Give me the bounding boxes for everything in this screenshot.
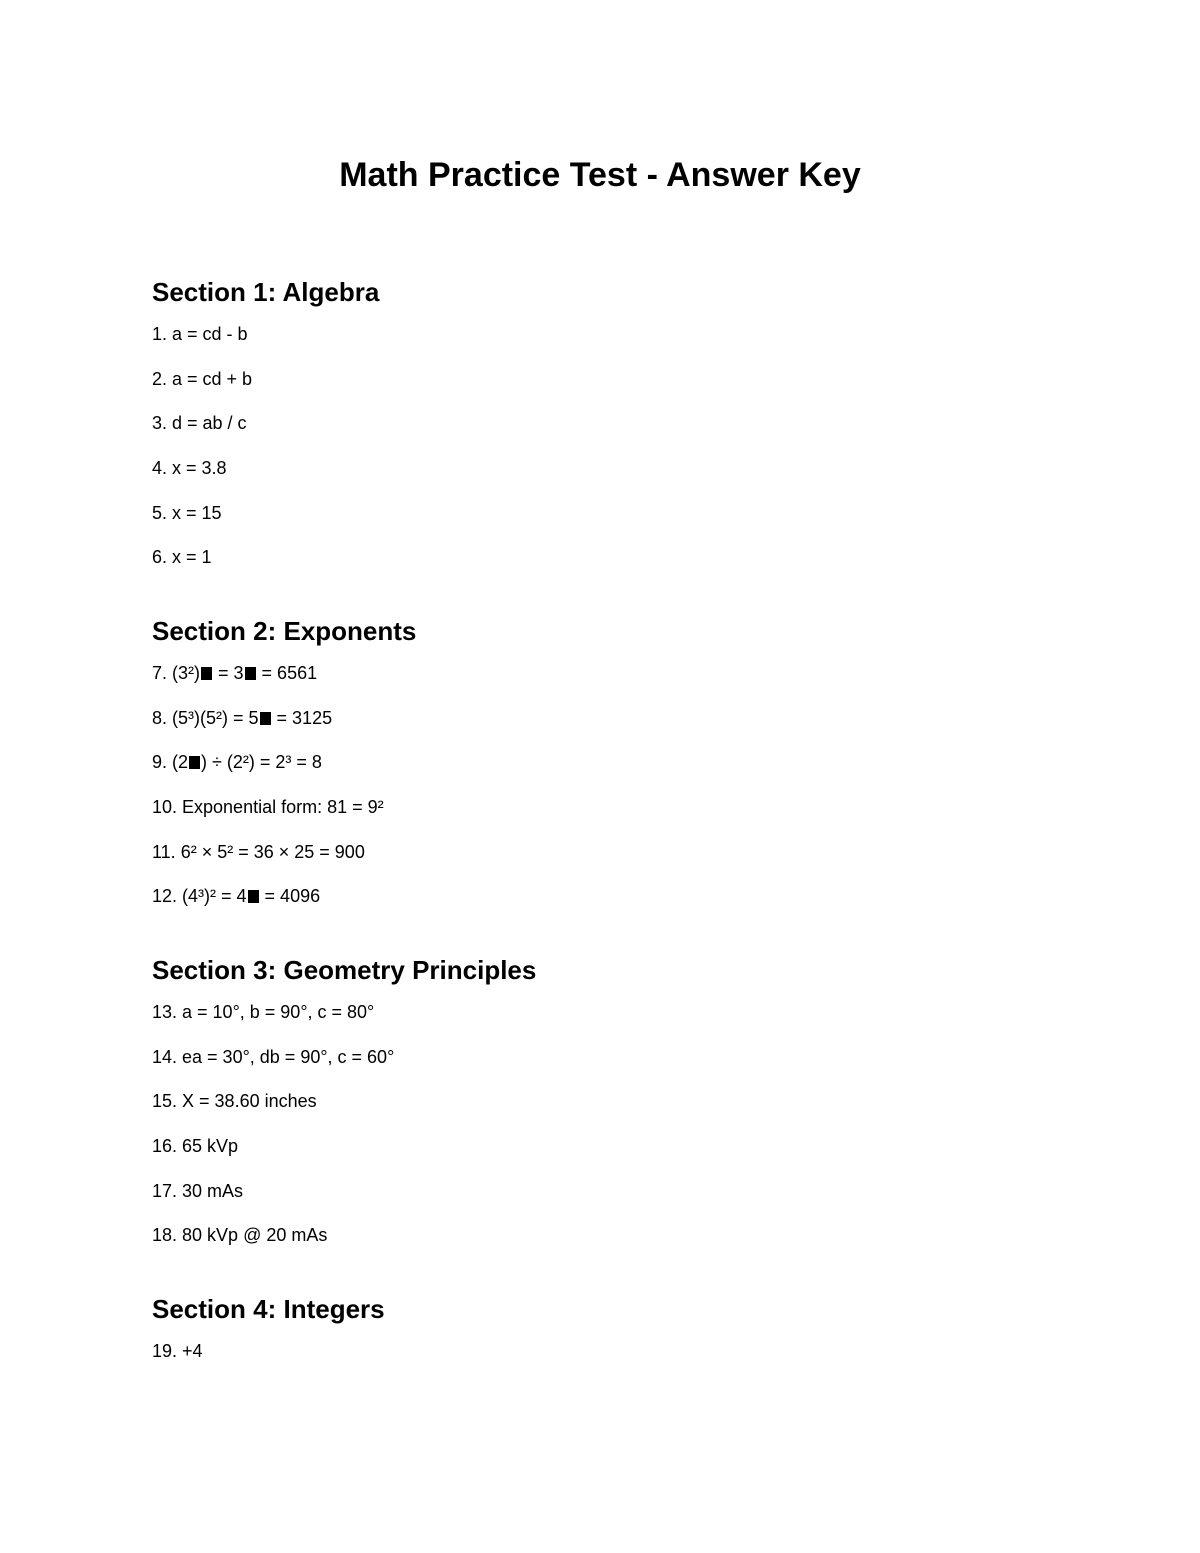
answer-text: = 3125 [271,708,333,728]
section-heading-algebra: Section 1: Algebra [152,277,380,307]
answer-item: 10. Exponential form: 81 = 9² [152,797,384,817]
answer-item: 6. x = 1 [152,547,212,567]
missing-glyph-box [248,890,259,903]
answer-text: ) ÷ (2²) = 2³ = 8 [201,752,322,772]
answer-text: = 3 [213,663,244,683]
answer-item: 18. 80 kVp @ 20 mAs [152,1225,328,1245]
page-title: Math Practice Test - Answer Key [339,156,861,194]
answer-item [152,707,332,729]
answer-item: 14. ea = 30°, db = 90°, c = 60° [152,1047,395,1067]
answer-item [152,662,317,684]
answer-text: = 6561 [256,663,318,683]
answer-text: 12. (4³)² = 4 [152,886,247,906]
missing-glyph-box [260,712,271,725]
answer-item [152,751,322,773]
missing-glyph-box [245,667,256,680]
answer-text: 8. (5³)(5²) = 5 [152,708,259,728]
answer-item: 1. a = cd - b [152,324,248,344]
answer-item: 16. 65 kVp [152,1136,239,1156]
answer-text: 7. (3²) [152,663,201,683]
answer-item: 3. d = ab / c [152,413,247,433]
section-heading-geometry: Section 3: Geometry Principles [152,955,537,985]
answer-item: 2. a = cd + b [152,369,253,389]
missing-glyph-box [201,667,212,680]
answer-item: 15. X = 38.60 inches [152,1091,317,1111]
section-heading-integers: Section 4: Integers [152,1294,385,1324]
answer-item: 11. 6² × 5² = 36 × 25 = 900 [152,842,365,862]
missing-glyph-box [189,756,200,769]
answer-item: 5. x = 15 [152,503,222,523]
answer-text: = 4096 [259,886,321,906]
section-heading-exponents: Section 2: Exponents [152,616,417,646]
answer-item: 13. a = 10°, b = 90°, c = 80° [152,1002,375,1022]
answer-item [152,885,320,907]
answer-text: 9. (2 [152,752,189,772]
answer-item: 17. 30 mAs [152,1181,244,1201]
answer-item: 4. x = 3.8 [152,458,227,478]
answer-item: 19. +4 [152,1341,203,1361]
